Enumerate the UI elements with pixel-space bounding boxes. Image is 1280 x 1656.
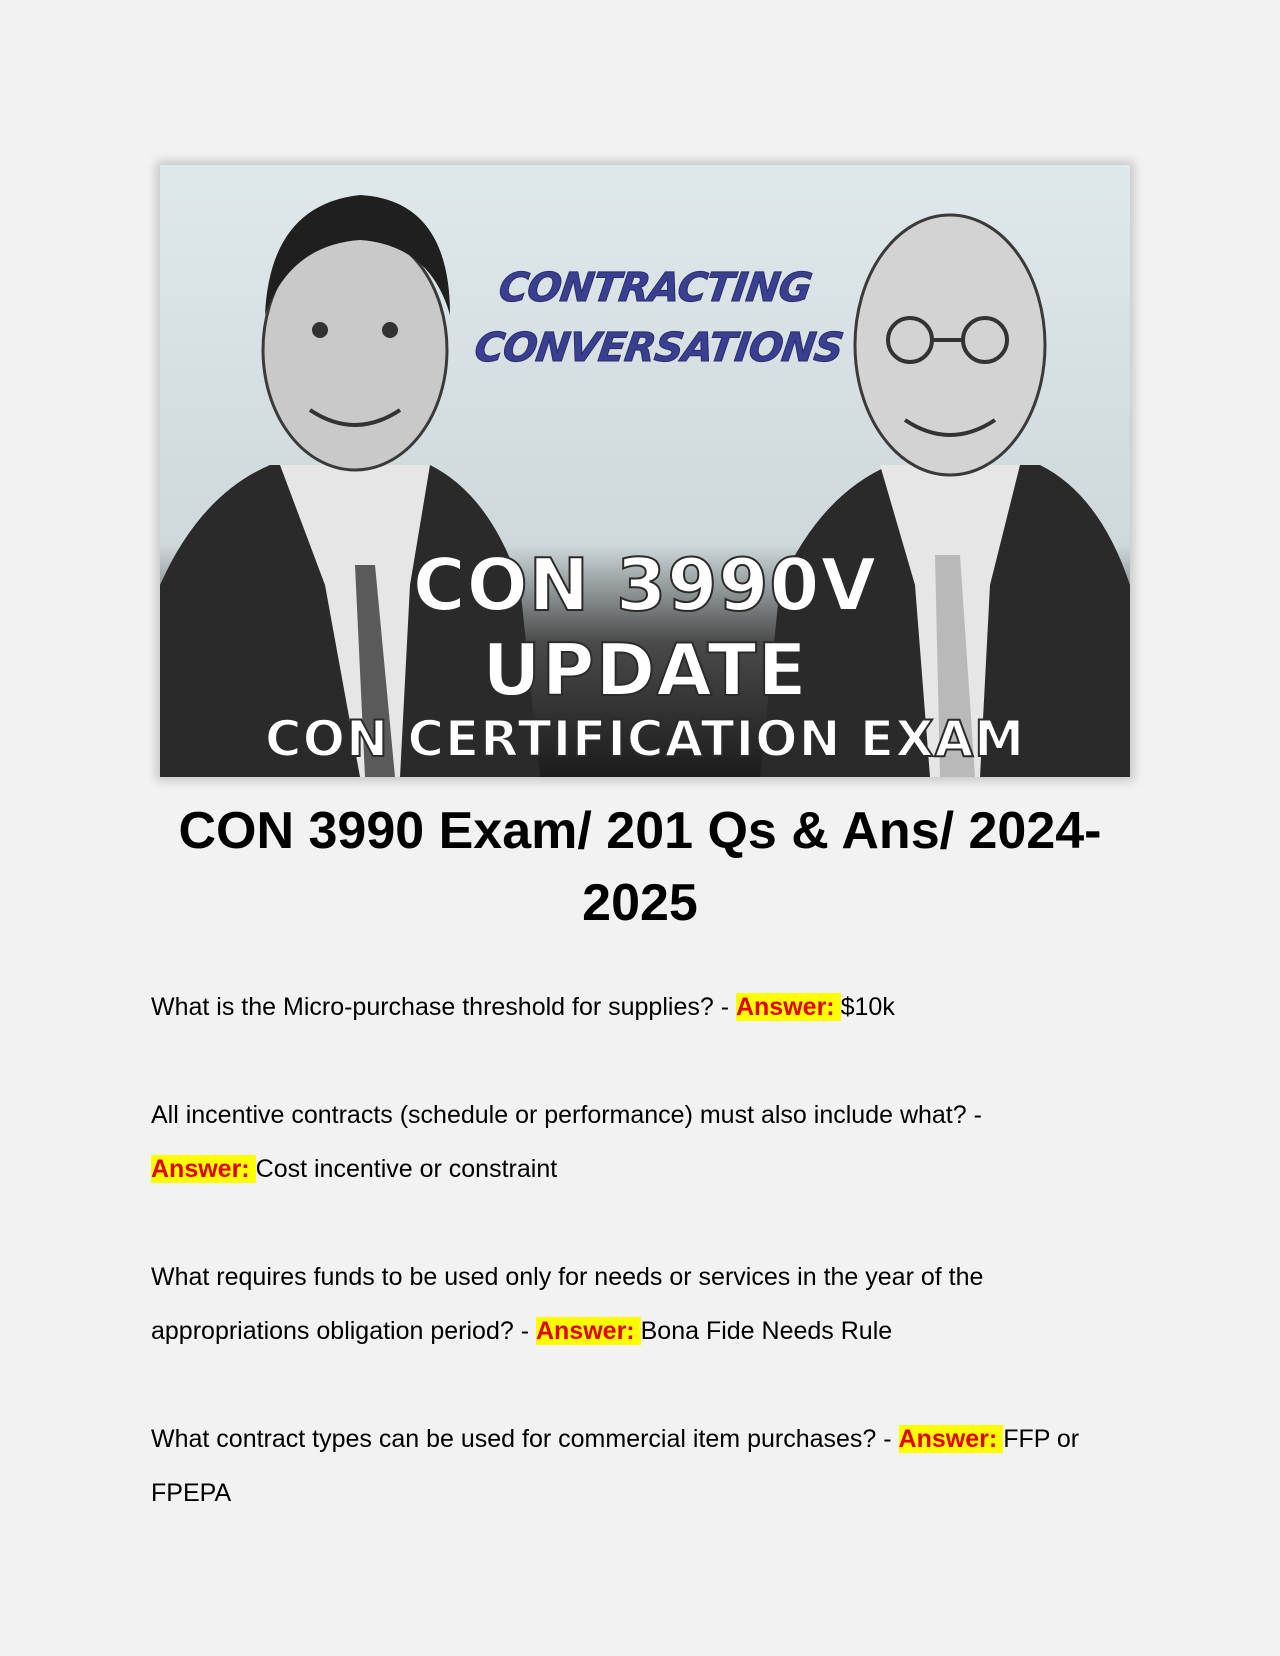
cover-headline-line2: UPDATE <box>482 628 808 712</box>
title-line2: 2025 <box>582 874 698 932</box>
cover-tagline-line1: CONTRACTING <box>496 265 814 311</box>
qa-item <box>151 980 1141 1034</box>
qa-question: What is the Micro-purchase threshold for supplies? - <box>151 993 736 1021</box>
qa-question: What contract types can be used for commercial item purchases? - <box>151 1425 899 1453</box>
answer-label: Answer: <box>899 1425 1004 1453</box>
title-line1: CON 3990 Exam/ 201 Qs & Ans/ 2024- <box>178 802 1102 860</box>
qa-item <box>151 1088 1141 1196</box>
qa-item <box>151 1250 1141 1358</box>
qa-answer: Cost incentive or constraint <box>255 1155 558 1183</box>
cover-headline-line3: CON CERTIFICATION EXAM <box>264 710 1026 768</box>
answer-label: Answer: <box>536 1317 641 1345</box>
qa-list <box>151 980 1141 1574</box>
document-title <box>140 795 1140 939</box>
qa-answer: FFP or FPEPA <box>151 1425 1080 1507</box>
qa-item <box>151 1412 1141 1520</box>
answer-label: Answer: <box>151 1155 256 1183</box>
qa-answer: Bona Fide Needs Rule <box>640 1317 893 1345</box>
qa-answer: $10k <box>840 993 895 1021</box>
cover-headline-line1: CON 3990V <box>412 543 878 627</box>
cover-image <box>160 165 1130 777</box>
qa-question: What requires funds to be used only for needs or services in the year of the appropriations obligation period? - <box>151 1263 984 1345</box>
cover-tagline-line2: CONVERSATIONS <box>471 325 846 371</box>
answer-label: Answer: <box>736 993 841 1021</box>
qa-question: All incentive contracts (schedule or performance) must also include what? - <box>151 1101 982 1129</box>
